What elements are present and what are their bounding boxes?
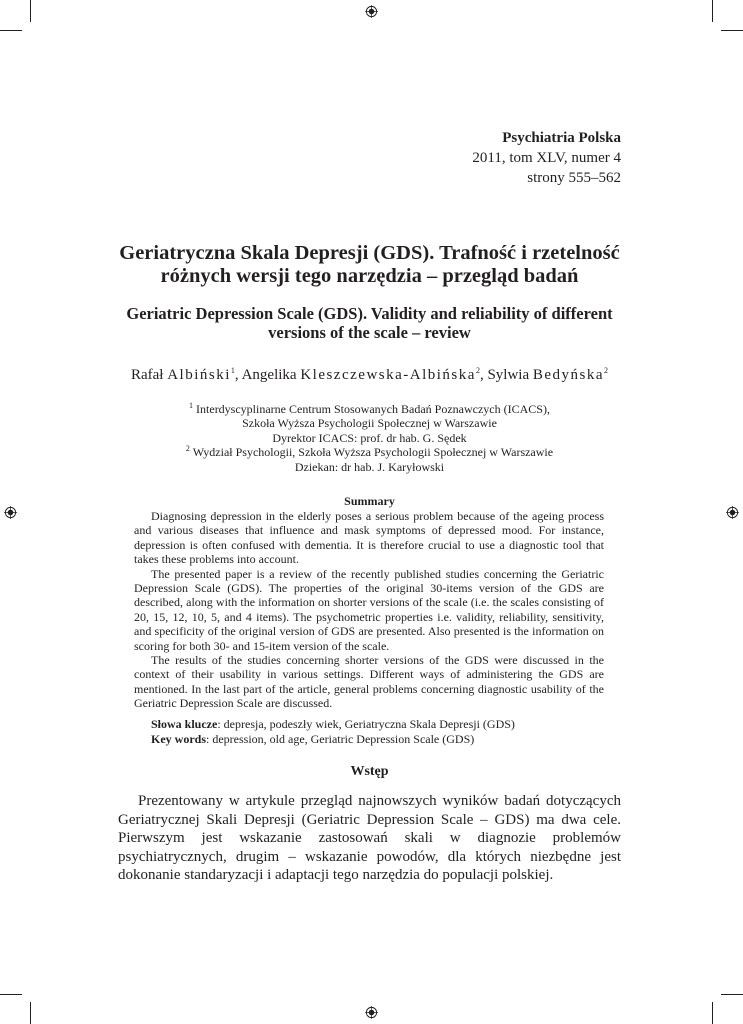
journal-issue: 2011, tom XLV, numer 4 xyxy=(472,150,621,166)
summary-paragraph: The results of the studies concerning shorter versions of the GDS were discussed in the context of their usability in various settings. Different ways of administering the GDS are mentioned. In the last part of the article, general problems concerning diagnostic usability of the Geriatric Depression Scale are discussed. xyxy=(134,653,604,711)
summary-body xyxy=(134,509,604,711)
affiliation-line: Dyrektor ICACS: prof. dr hab. G. Sędek xyxy=(272,430,467,445)
title-en-line: Geriatric Depression Scale (GDS). Validity and reliability of different xyxy=(126,304,613,323)
crop-mark-top-right-horizontal xyxy=(721,30,743,31)
author: Angelika Kleszczewska-Albińska$^2$, xyxy=(241,366,488,383)
journal-name: Psychiatria Polska xyxy=(502,130,621,146)
article-title-english xyxy=(118,304,621,342)
author-list xyxy=(118,366,621,384)
crop-mark-top-left-horizontal xyxy=(0,30,22,31)
crop-mark-top-right-vertical xyxy=(712,0,713,22)
affiliation-line: $^2$ Wydział Psychologii, Szkoła Wyższa Psychologii Społecznej w Warszawie xyxy=(185,444,554,460)
crop-mark-bottom-right-vertical xyxy=(712,1002,713,1024)
title-pl-line: różnych wersji tego narzędzia – przegląd badań xyxy=(160,265,579,287)
section-heading-intro: Wstęp xyxy=(350,764,389,779)
journal-pages: strony 555–562 xyxy=(527,170,621,186)
crop-mark-bottom-left-horizontal xyxy=(0,994,22,995)
affiliation-line: Szkoła Wyższa Psychologii Społecznej w Warszawie xyxy=(242,416,497,431)
registration-mark-icon xyxy=(726,506,739,519)
author: Sylwia Bedyńska$^2$ xyxy=(487,366,609,383)
crop-mark-bottom-left-vertical xyxy=(30,1002,31,1024)
keywords-english: Key words: depression, old age, Geriatric Depression Scale (GDS) xyxy=(151,732,475,746)
crop-mark-top-left-vertical xyxy=(30,0,31,22)
intro-paragraph: Prezentowany w artykule przegląd najnowszych wyników badań dotyczących Geriatrycznej Skali Depresji (Geriatric Depression Scale – GDS) ma dwa cele. Pierwszym jest wskazanie zastosowań skali w diagnozie problemów psychiatrycznych, drugim – wskazanie powodów, dla których niezbędne jest dokonanie standaryzacji i adaptacji tego narzędzia do populacji polskiej. xyxy=(118,793,621,884)
affiliation-line: $^1$ Interdyscyplinarne Centrum Stosowanych Badań Poznawczych (ICACS), xyxy=(189,401,550,416)
summary-heading: Summary xyxy=(344,494,395,508)
keywords-polish: Słowa klucze: depresja, podeszły wiek, Geriatryczna Skala Depresji (GDS) xyxy=(151,717,515,731)
title-pl-line: Geriatryczna Skala Depresji (GDS). Trafność i rzetelność xyxy=(119,242,620,264)
author: Rafał Albiński$^1$, xyxy=(130,366,242,383)
summary-paragraph: The presented paper is a review of the recently published studies concerning the Geriatric Depression Scale (GDS). The properties of the original 30-items version of the GDS are described, along with the information on shorter versions of the scale (i.e. the scales consisting of 20, 15, 12, 10, 5, and 4 items). The psychometric properties i.e. validity, reliability, sensitivity, and specificity of the original version of GDS are presented. Also presented is the information on scoring for both 30- and 15-item version of the scale. xyxy=(134,566,604,653)
crop-mark-bottom-right-horizontal xyxy=(721,994,743,995)
registration-mark-icon xyxy=(365,1006,378,1019)
summary-paragraph: Diagnosing depression in the elderly poses a serious problem because of the ageing process and various diseases that influence and mask symptoms of depressed mood. For instance, depression is often confused with dementia. It is therefore crucial to use a diagnostic tool that takes these problems into account. xyxy=(134,509,604,567)
intro-body xyxy=(118,792,621,885)
affiliation-line: Dziekan: dr hab. J. Karyłowski xyxy=(294,459,445,474)
title-en-line: versions of the scale – review xyxy=(268,323,471,342)
affiliations xyxy=(118,402,621,474)
keywords xyxy=(151,717,621,747)
registration-mark-icon xyxy=(365,5,378,18)
article-title-polish xyxy=(118,242,621,288)
registration-mark-icon xyxy=(4,506,17,519)
journal-header xyxy=(472,128,621,188)
